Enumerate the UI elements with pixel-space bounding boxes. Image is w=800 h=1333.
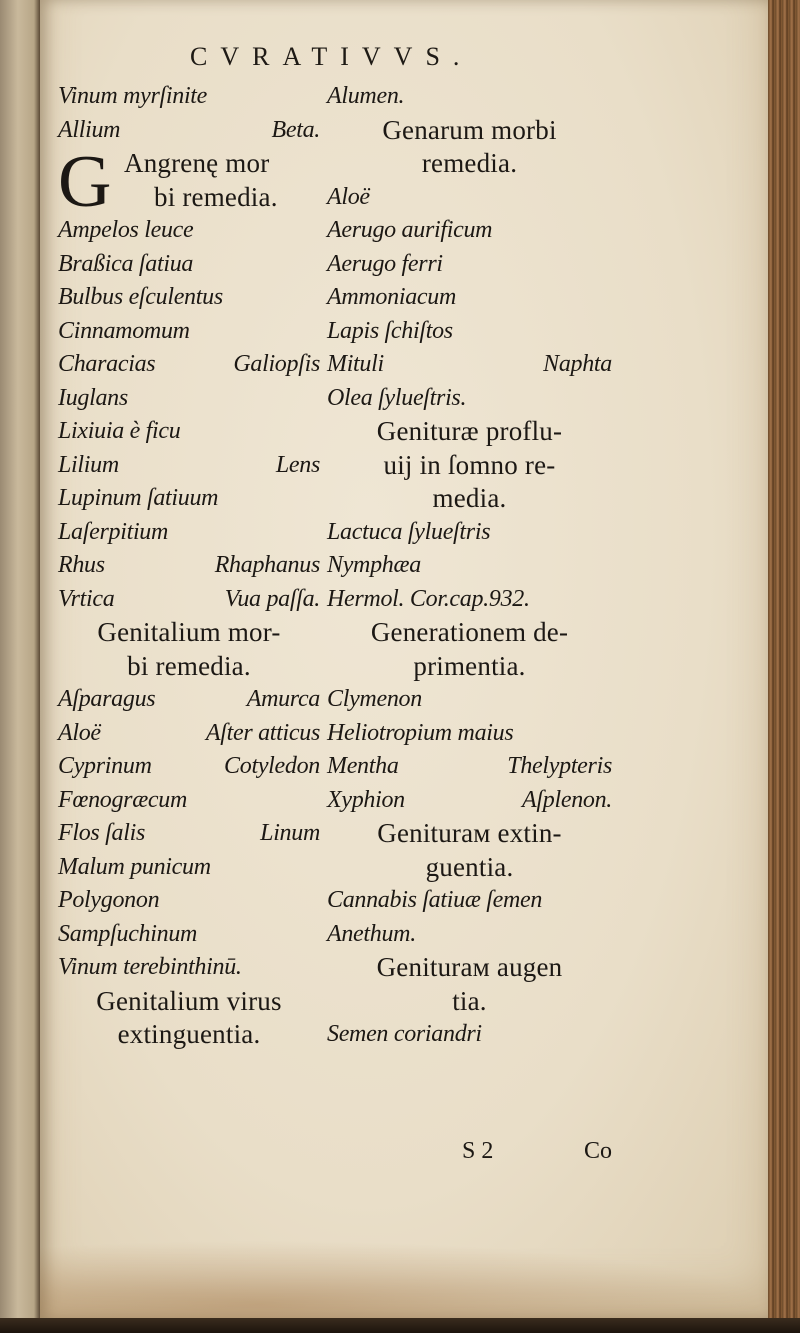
entry: Linum xyxy=(260,820,320,846)
entry: Flos ſalis xyxy=(58,820,146,846)
list-item: Lixiuia è ficu xyxy=(58,418,181,444)
heading-line: Angrenę mor xyxy=(124,148,270,178)
entry: Rhaphanus xyxy=(214,552,320,578)
entry: Aloë xyxy=(58,719,101,746)
list-item: Iuglans xyxy=(58,384,128,411)
entry: Aſplenon. xyxy=(522,786,612,813)
list-item: Laſerpitium xyxy=(58,518,169,545)
section-heading: Genitalium mor- xyxy=(97,617,281,647)
list-item: Bulbus eſculentus xyxy=(58,284,223,310)
list-item: Olea ſylueſtris. xyxy=(327,384,467,411)
section-heading: media. xyxy=(432,483,507,513)
list-item: Aerugo ferri xyxy=(327,250,443,277)
entry: Amurca xyxy=(246,686,320,712)
list-item xyxy=(58,750,320,784)
section-heading: bi remedia. xyxy=(127,650,251,681)
water-stain xyxy=(40,1240,768,1320)
entry: Rhus xyxy=(58,552,105,578)
running-head: CVRATIVVS. xyxy=(190,42,473,71)
list-item: Ampelos leuce xyxy=(58,217,194,243)
list-item: Lapis ſchiſtos xyxy=(327,317,453,344)
entry: Xyphion xyxy=(327,786,405,813)
list-item: Vinum myrſinite xyxy=(58,83,208,109)
section-heading: uij in ſomno re- xyxy=(383,449,556,480)
list-item: Aerugo aurificum xyxy=(327,217,493,243)
list-item: Semen coriandri xyxy=(327,1021,482,1047)
entry: Naphta xyxy=(543,351,612,377)
section-heading: Genituræ proflu- xyxy=(376,416,563,446)
list-item: Sampſuchinum xyxy=(58,920,198,947)
section-heading: remedia. xyxy=(421,148,518,178)
bottom-page-edge xyxy=(0,1318,800,1333)
signature-mark: S 2 xyxy=(462,1138,494,1164)
list-item: Heliotropium maius xyxy=(327,719,514,746)
list-item: Aloë xyxy=(327,183,370,210)
left-page-edge xyxy=(0,0,40,1333)
list-item: Vinum terebinthinū. xyxy=(58,954,242,980)
list-item: Braßica ſatiua xyxy=(58,250,194,277)
section-heading: Genitalium virus xyxy=(96,985,282,1016)
list-item: Hermol. Cor.cap.932. xyxy=(327,585,530,612)
heading-line: bi remedia. xyxy=(154,181,278,212)
entry: Mentha xyxy=(327,753,399,779)
section-heading: Generationem de- xyxy=(370,617,569,647)
section-heading: extinguentia. xyxy=(117,1019,261,1049)
list-item: Fœnogræcum xyxy=(58,786,188,813)
list-item xyxy=(58,348,320,382)
section-heading: Geniturам augen xyxy=(376,952,563,982)
list-item: Cannabis ſatiuæ ſemen xyxy=(327,887,543,913)
entry: Vua paſſa. xyxy=(224,585,320,612)
list-item: Malum punicum xyxy=(58,853,211,880)
entry: Cyprinum xyxy=(58,753,152,779)
entry: Cotyledon xyxy=(224,753,320,779)
list-item xyxy=(327,784,612,818)
book-fore-edge xyxy=(768,0,800,1333)
entry: Lens xyxy=(275,451,320,478)
list-item xyxy=(327,348,612,382)
list-item: Nymphæa xyxy=(327,552,421,578)
list-item: Alumen. xyxy=(327,83,405,109)
list-item: Ammoniacum xyxy=(327,284,456,310)
section-heading: tia. xyxy=(452,985,487,1016)
list-item xyxy=(58,549,320,583)
list-item: Lupinum ſatiuum xyxy=(58,485,219,511)
list-item: Lactuca ſylueſtris xyxy=(327,518,491,545)
list-item xyxy=(327,750,612,784)
entry: Characias xyxy=(58,351,156,377)
left-column xyxy=(58,80,320,1052)
list-item: Clymenon xyxy=(327,686,422,712)
entry: Galiopſis xyxy=(233,351,320,377)
entry: Aſter atticus xyxy=(205,719,320,746)
section-heading: primentia. xyxy=(413,650,526,681)
section-heading xyxy=(58,141,320,223)
drop-capital: G xyxy=(58,141,112,223)
entry: Mituli xyxy=(327,351,384,377)
page-footer xyxy=(462,1138,612,1165)
list-item xyxy=(58,683,320,717)
list-item: Polygonon xyxy=(58,887,160,913)
section-heading: Genarum morbi xyxy=(382,114,557,145)
catchword: Co xyxy=(583,1138,612,1164)
list-item: Cinnamomum xyxy=(58,317,190,344)
entry: Beta. xyxy=(271,116,320,143)
right-column xyxy=(327,80,612,1052)
entry: Vrtica xyxy=(58,585,115,612)
section-heading: guentia. xyxy=(425,851,514,882)
entry: Lilium xyxy=(58,451,119,478)
list-item: Anethum. xyxy=(327,920,416,947)
list-item xyxy=(58,717,320,751)
entry: Aſparagus xyxy=(58,686,156,712)
list-item xyxy=(58,449,320,483)
list-item xyxy=(58,817,320,851)
entry: Allium xyxy=(58,116,121,143)
list-item xyxy=(58,583,320,617)
entry: Thelypteris xyxy=(507,753,612,779)
section-heading: Geniturам extin- xyxy=(377,818,562,848)
